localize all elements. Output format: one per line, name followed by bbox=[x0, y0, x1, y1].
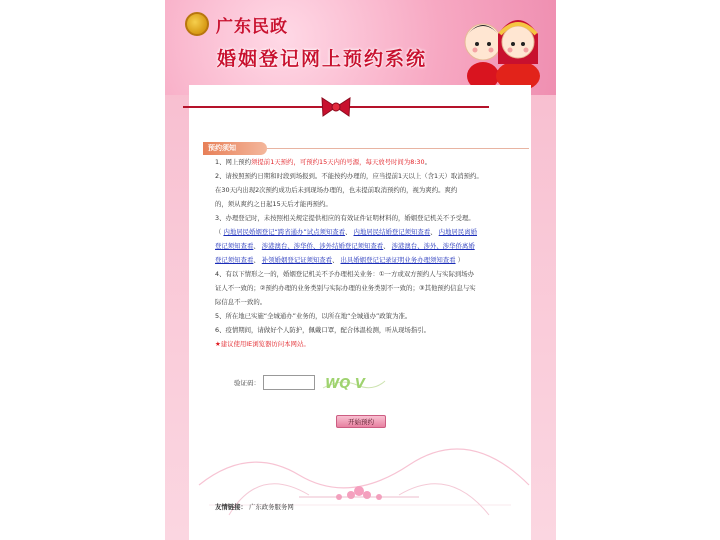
captcha-input[interactable] bbox=[263, 375, 315, 390]
notice-text: 在30天内出现2次预约成功后未到现场办理的，也未提前取消预约的，视为爽约。爽约 bbox=[215, 186, 458, 194]
notice-link[interactable]: 内地居民婚姻登记“跨省通办”试点须知查看 bbox=[223, 228, 346, 236]
notice-text: 1、网上预约 bbox=[215, 158, 252, 166]
notice-text: 3、办理登记时，未按照相关规定提供相应的有效证件证明材料的，婚姻登记机关不予受理。 bbox=[215, 214, 475, 222]
notice-link[interactable]: 涉港澳台、涉华侨、涉外结婚登记须知查看 bbox=[261, 242, 384, 250]
footer bbox=[215, 502, 294, 511]
notice-text: 、 bbox=[383, 242, 392, 250]
notice-line bbox=[215, 326, 430, 335]
wedding-dolls-icon bbox=[438, 4, 548, 90]
civil-affairs-emblem-icon bbox=[185, 12, 209, 36]
footer-label: 友情链接： bbox=[215, 503, 247, 511]
notice-line bbox=[215, 284, 476, 293]
notice-line bbox=[215, 256, 464, 265]
notice-text: 的，须从爽约之日起15天后才能再预约。 bbox=[215, 200, 332, 208]
header-banner bbox=[165, 0, 556, 95]
section-title: 预约须知 bbox=[208, 144, 236, 152]
ribbon-decoration bbox=[165, 85, 556, 125]
notice-card bbox=[189, 85, 531, 540]
notice-line bbox=[215, 186, 457, 195]
notice-line bbox=[215, 270, 474, 279]
brand-label: 广东民政 bbox=[216, 17, 288, 37]
notice-text: 、 bbox=[332, 256, 341, 264]
notice-line bbox=[215, 214, 475, 223]
notice-line bbox=[215, 312, 411, 321]
notice-highlight: ★建议使用IE浏览器访问本网站。 bbox=[215, 340, 310, 348]
bow-icon bbox=[319, 96, 353, 118]
notice-text: 、 bbox=[253, 242, 262, 250]
notice-link[interactable]: 出具婚姻登记记录证明业务办理须知查看 bbox=[340, 256, 456, 264]
notice-link[interactable]: 涉港澳台、涉外、涉华侨离婚 bbox=[391, 242, 475, 250]
notice-text: 5、所在地已实施“全城通办”业务的，以所在地“全城通办”政策为准。 bbox=[215, 312, 412, 320]
notice-line bbox=[215, 158, 431, 167]
notice-text: 4、有以下情形之一的，婚姻登记机关不予办理相关业务：①一方或双方预约人与实际到场办 bbox=[215, 270, 475, 278]
section-rule bbox=[267, 148, 529, 149]
notice-text: 证人不一致的；②预约办理的业务类别与实际办理的业务类别不一致的；③其他预约信息与实 bbox=[215, 284, 476, 292]
notice-text: 。 bbox=[424, 158, 431, 166]
notice-text: 2、请按照预约日期和时段到场报到。不能按约办理的，应当提前1天以上（含1天）取消预约。 bbox=[215, 172, 483, 180]
notice-line bbox=[215, 200, 332, 209]
footer-link[interactable]: 广东政务服务网 bbox=[249, 503, 294, 511]
page-frame bbox=[165, 0, 556, 540]
notice-link[interactable]: 补领婚姻登记证须知查看 bbox=[261, 256, 333, 264]
notice-line bbox=[215, 340, 310, 349]
notice-text: 际信息不一致的。 bbox=[215, 298, 267, 306]
captcha-label: 验证码： bbox=[234, 379, 260, 387]
notice-line bbox=[215, 242, 475, 251]
notice-text: ） bbox=[455, 256, 464, 264]
notice-link[interactable]: 登记须知查看 bbox=[215, 242, 254, 250]
notice-text: 6、疫情期间，请做好个人防护，佩戴口罩，配合体温检测，听从现场指引。 bbox=[215, 326, 430, 334]
captcha-text: WQ V bbox=[325, 377, 365, 392]
captcha-image[interactable] bbox=[321, 373, 387, 393]
notice-text: 、 bbox=[253, 256, 262, 264]
notice-link[interactable]: 登记须知查看 bbox=[215, 256, 254, 264]
notice-line bbox=[215, 172, 483, 181]
notice-text: （ bbox=[215, 228, 224, 236]
start-booking-button[interactable]: 开始预约 bbox=[336, 415, 386, 428]
notice-text: 、 bbox=[345, 228, 354, 236]
notice-line bbox=[215, 228, 477, 237]
notice-highlight: 须提前1天预约，可预约15天内的号源，每天放号时间为8:30 bbox=[251, 158, 425, 166]
notice-text: 、 bbox=[430, 228, 439, 236]
system-title: 婚姻登记网上预约系统 bbox=[217, 48, 428, 70]
notice-line bbox=[215, 298, 266, 307]
notice-link[interactable]: 内地居民离婚 bbox=[438, 228, 477, 236]
notice-link[interactable]: 内地居民结婚登记须知查看 bbox=[353, 228, 431, 236]
